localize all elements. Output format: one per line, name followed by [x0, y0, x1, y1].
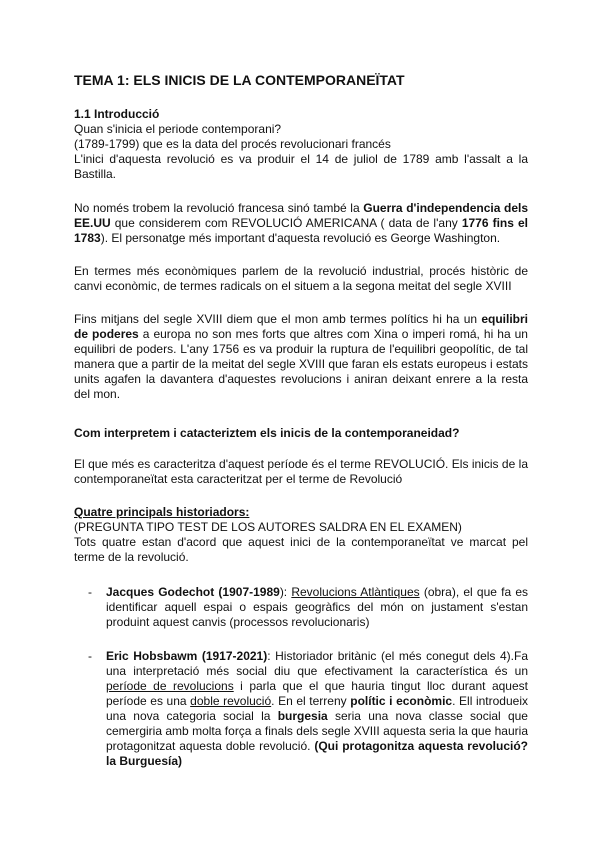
- exam-note: (PREGUNTA TIPO TEST DE LOS AUTORES SALDRA EN EL EXAMEN): [74, 520, 462, 534]
- list-item-godechot: Jacques Godechot (1907-1989): Revolucions Atlàntiques (obra), el que fa es identificar aquell espai o espais geogràfics del món on justament s'estan produint aquest canvis (processos revolucionaris): [106, 585, 528, 629]
- intro-dates: (1789-1799) que es la data del procés revolucionari francés: [74, 137, 391, 151]
- list-item-hobsbawm: Eric Hobsbawm (1917-2021): Historiador britànic (el més conegut dels 4).Fa una interpretació més social diu que efectivament la característica és un període de revolucions i parla que el que hauria tingut lloc durant aquest període es una doble revolució. En el terreny polític i econòmic. Ell introdueix una nova categoria social la burgesia seria una nova classe social que cemergiria amb molta força a finals dels segle XVIII aquesta seria la que hauria protagonitzat aquesta doble revolució. (Qui protagonitza aquesta revolució? la Burguesía): [106, 649, 528, 768]
- historians-intro: Tots quatre estan d'acord que aquest inici de la contemporaneïtat ve marcat pel terme de la revolució.: [74, 535, 528, 564]
- paragraph-revolucio: El que més es caracteritza d'aquest període és el terme REVOLUCIÓ. Els inicis de la contemporaneïtat esta caracteritzat per el terme de Revolució: [74, 457, 528, 486]
- page-title: TEMA 1: ELS INICIS DE LA CONTEMPORANEÏTAT: [74, 72, 405, 88]
- historians-heading: Quatre principals historiadors:: [74, 505, 250, 519]
- intro-paragraph: L'inici d'aquesta revolució es va produir el 14 de juliol de 1789 amb l'assalt a la Bastilla.: [74, 152, 528, 181]
- list-bullet: -: [88, 649, 92, 663]
- intro-question: Quan s'inicia el periode contemporani?: [74, 122, 282, 136]
- paragraph-equilibri: Fins mitjans del segle XVIII diem que el mon amb termes polítics hi ha un equilibri de poderes a europa no son mes forts que altres com Xina o imperi romá, hi ha un equilibri de poders. L'any 1756 es va produir la ruptura de l'equilibri geopolític, de tal manera que a partir de la meitat del segle XVIII que faran els estats europeus i estats units agafen la davantera d'aquestes revolucions i aniran deixant enrere a la resta del mon.: [74, 312, 528, 401]
- list-bullet: -: [88, 585, 92, 599]
- question-heading: Com interpretem i catacteriztem els inicis de la contemporaneidad?: [74, 426, 460, 440]
- paragraph-industrial-revolution: En termes més econòmiques parlem de la revolució industrial, procés històric de canvi econòmic, de termes radicals on el situem a la segona meitat del segle XVIII: [74, 264, 528, 293]
- section-heading-introduccio: 1.1 Introducció: [74, 107, 160, 121]
- paragraph-american-revolution: No només trobem la revolució francesa sinó també la Guerra d'independencia dels EE.UU que considerem com REVOLUCIÓ AMERICANA ( data de l'any 1776 fins el 1783). El personatge més important d'aquesta revolució es George Washington.: [74, 201, 529, 245]
